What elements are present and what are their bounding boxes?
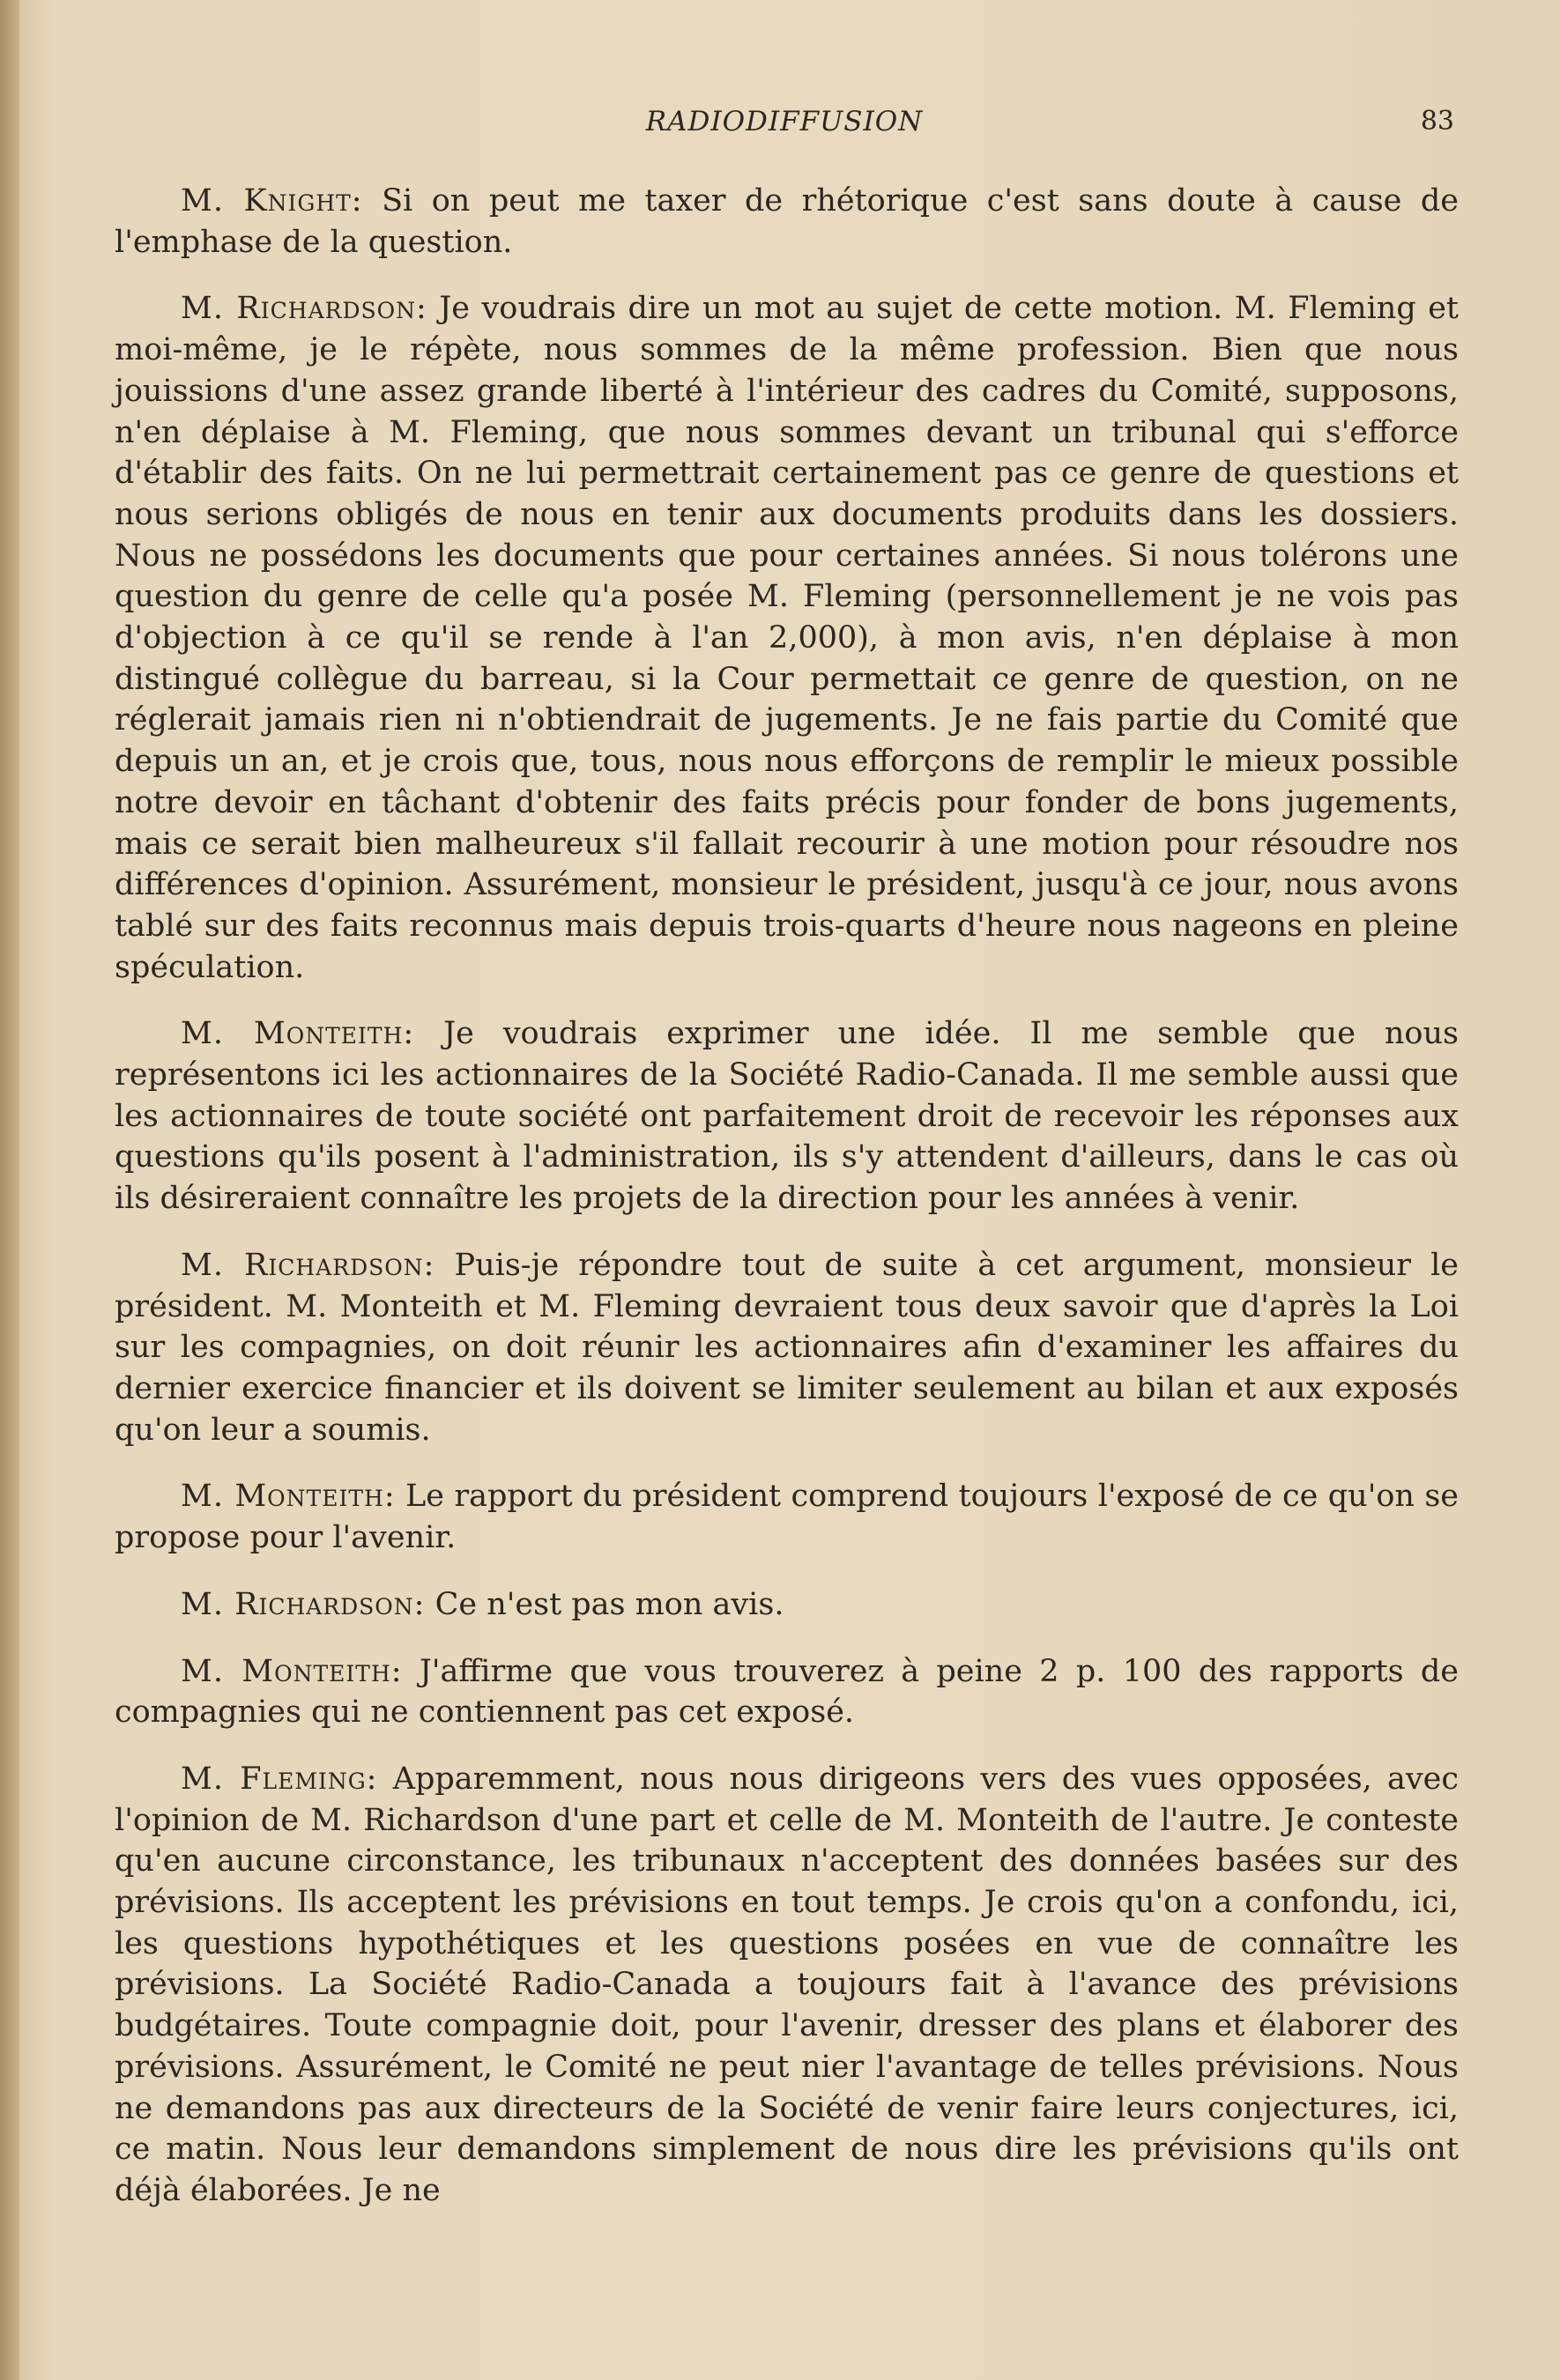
speaker-name: M. Monteith: [181, 1479, 396, 1515]
running-title: RADIODIFFUSION [645, 106, 924, 137]
paragraph-text: Ce n'est pas mon avis. [435, 1586, 784, 1622]
paragraph-monteith [115, 1651, 1459, 1733]
paragraph-text: Je voudrais dire un mot au sujet de cette motion. M. Fleming et moi-même, je le répète, nous sommes de la même profession. Bien que nous jouissions d'une assez grande liberté à l'intérieur des cadres du Comité, supposons, n'en déplaise à M. Fleming, que nous sommes devant un tribunal qui s'efforce d'établir des faits. On ne lui permettrait certainement pas ce genre de questions et nous serions obligés de nous en tenir aux documents produits dans les dossiers. Nous ne possédons les documents que pour certaines années. Si nous tolérons une question du genre de celle qu'a posée M. Fleming (personnellement je ne vois pas d'objection à ce qu'il se rende à l'an 2,000), à mon avis, n'en déplaise à mon distingué collègue du barreau, si la Cour permettait ce genre de question, on ne réglerait jamais rien ni n'obtiendrait de jugements. Je ne fais partie du Comité que depuis un an, et je crois que, tous, nous nous efforçons de remplir le mieux possible notre devoir en tâchant d'obtenir des faits précis pour fonder de bons jugements, mais ce serait bien malheureux s'il fallait recourir à une motion pour résoudre nos différences d'opinion. Assurément, monsieur le président, jusqu'à ce jour, nous avons tablé sur des faits reconnus mais depuis trois-quarts d'heure nous nageons en pleine spéculation. [115, 291, 1459, 985]
page-header [115, 106, 1454, 141]
transcript-body [115, 181, 1459, 2237]
binding-gutter [0, 0, 19, 2380]
paragraph-text: Je voudrais exprimer une idée. Il me semble que nous représentons ici les actionnaires de la Société Radio-Canada. Il me semble aussi que les actionnaires de toute société ont parfaitement droit de recevoir les réponses aux questions qu'ils posent à l'administration, ils s'y attendent d'ailleurs, dans le cas où ils désireraient connaître les projets de la direction pour les années à venir. [115, 1016, 1459, 1217]
paragraph-monteith [115, 1476, 1459, 1558]
speaker-name: M. Richardson: [181, 291, 427, 327]
paragraph-richardson [115, 1245, 1459, 1451]
paragraph-text: Puis-je répondre tout de suite à cet argument, monsieur le président. M. Monteith et M. Fleming devraient tous deux savoir que d'après la Loi sur les compagnies, on doit réunir les actionnaires afin d'examiner les affaires du dernier exercice financier et ils doivent se limiter seulement au bilan et aux exposés qu'on leur a soumis. [115, 1247, 1459, 1448]
speaker-name: M. Knight: [181, 183, 363, 219]
paragraph-richardson [115, 288, 1459, 988]
paragraph-knight [115, 181, 1459, 263]
paragraph-text: Apparemment, nous nous dirigeons vers des vues opposées, avec l'opinion de M. Richardson d'une part et celle de M. Monteith de l'autre. Je conteste qu'en aucune circonstance, les tribunaux n'acceptent des données basées sur des prévisions. Ils acceptent les prévisions en tout temps. Je crois qu'on a confondu, ici, les questions hypothétiques et les questions posées en vue de connaître les prévisions. La Société Radio-Canada a toujours fait à l'avance des prévisions budgétaires. Toute compagnie doit, pour l'avenir, dresser des plans et élaborer des prévisions. Assurément, le Comité ne peut nier l'avantage de telles prévisions. Nous ne demandons pas aux directeurs de la Société de venir faire leurs conjectures, ici, ce matin. Nous leur demandons simplement de nous dire les prévisions qu'ils ont déjà élaborées. Je ne [115, 1761, 1459, 2208]
paragraph-text: J'affirme que vous trouverez à peine 2 p. 100 des rapports de compagnies qui ne contiennent pas cet exposé. [115, 1653, 1459, 1731]
paragraph-richardson [115, 1584, 1459, 1626]
paragraph-monteith [115, 1013, 1459, 1220]
speaker-name: M. Richardson: [181, 1247, 435, 1283]
paragraph-fleming [115, 1759, 1459, 2212]
speaker-name: M. Monteith: [181, 1016, 415, 1052]
speaker-name: M. Fleming: [181, 1761, 378, 1797]
speaker-name: M. Richardson: [181, 1586, 426, 1622]
paragraph-text: Le rapport du président comprend toujours l'exposé de ce qu'on se propose pour l'avenir. [115, 1479, 1459, 1556]
paragraph-text: Si on peut me taxer de rhétorique c'est sans doute à cause de l'emphase de la question. [115, 183, 1459, 260]
speaker-name: M. Monteith: [181, 1653, 403, 1689]
page-number: 83 [1420, 106, 1454, 137]
